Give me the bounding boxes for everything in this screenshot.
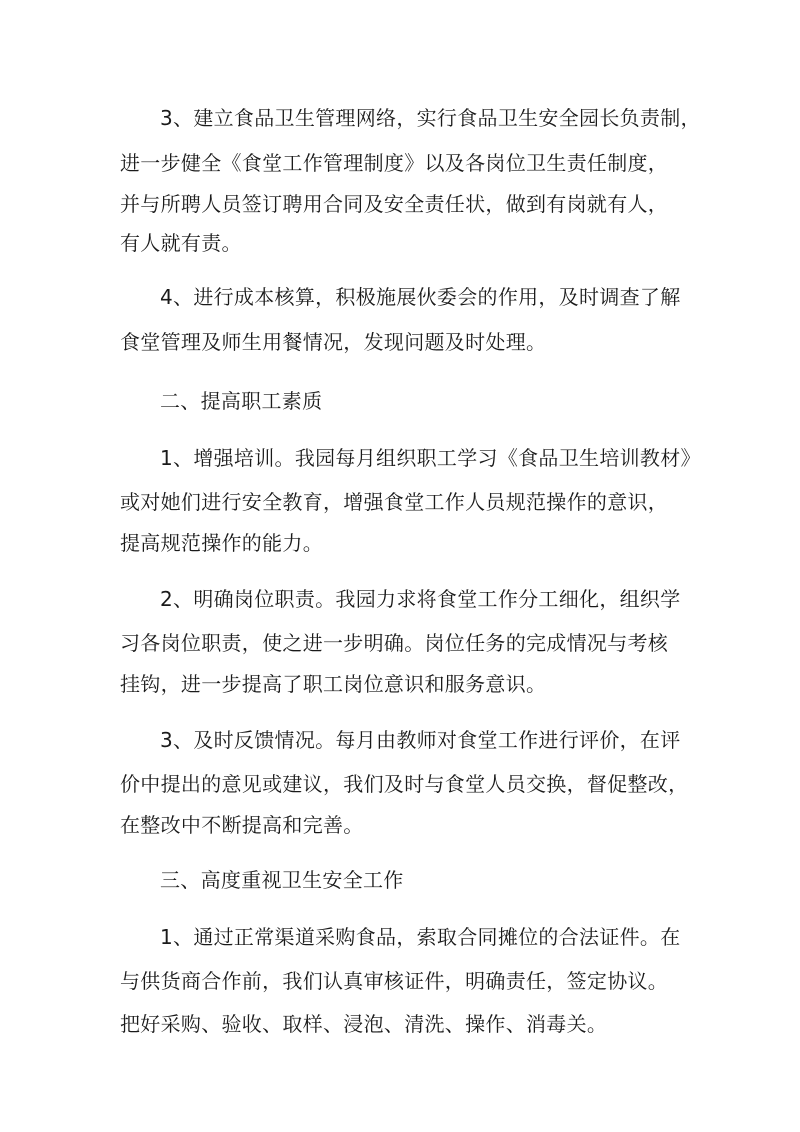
text-line: 3、及时反馈情况。每月由教师对食堂工作进行评价，在评: [160, 728, 681, 752]
text-line: 或对她们进行安全教育，增强食堂工作人员规范操作的意识，: [120, 490, 669, 514]
text-line: 习各岗位职责，使之进一步明确。岗位任务的完成情况与考核: [120, 631, 669, 655]
text-line: 食堂管理及师生用餐情况，发现问题及时处理。: [120, 330, 547, 354]
text-line: 提高规范操作的能力。: [120, 531, 323, 555]
text-line: 价中提出的意见或建议，我们及时与食堂人员交换，督促整改，: [120, 772, 689, 796]
text-line: 把好采购、验收、取样、浸泡、清洗、操作、消毒关。: [120, 1012, 608, 1036]
text-line: 挂钩，进一步提高了职工岗位意识和服务意识。: [120, 672, 547, 696]
text-line: 与供货商合作前，我们认真审核证件，明确责任，签定协议。: [120, 969, 669, 993]
text-line: 1、增强培训。我园每月组织职工学习《食品卫生培训教材》: [160, 446, 701, 470]
text-line: 4、进行成本核算，积极施展伙委会的作用，及时调查了解: [160, 285, 681, 309]
text-line: 有人就有责。: [120, 231, 242, 255]
text-line: 2、明确岗位职责。我园力求将食堂工作分工细化，组织学: [160, 587, 681, 611]
text-line: 3、建立食品卫生管理网络，实行食品卫生安全园长负责制，: [160, 106, 701, 130]
text-line: 并与所聘人员签订聘用合同及安全责任状，做到有岗就有人，: [120, 192, 669, 216]
section-heading-hygiene-safety: 三、高度重视卫生安全工作: [160, 868, 404, 892]
section-heading-improve-staff-quality: 二、提高职工素质: [160, 389, 323, 413]
text-line: 进一步健全《食堂工作管理制度》以及各岗位卫生责任制度，: [120, 151, 669, 175]
text-line: 在整改中不断提高和完善。: [120, 813, 364, 837]
text-line: 1、通过正常渠道采购食品，索取合同摊位的合法证件。在: [160, 925, 681, 949]
